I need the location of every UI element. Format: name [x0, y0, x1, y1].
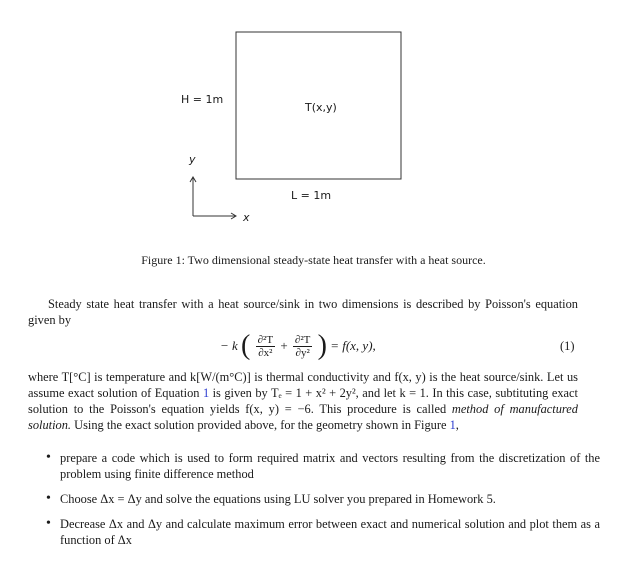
eq-term2-den: ∂y²	[295, 346, 310, 359]
p2-part1: where T[°C] is temperature and k[W/(m°C)] is thermal conductivity and f(x, y) is the heat source/sink. Let us assume exact solution of Equation	[28, 370, 578, 400]
eq-left-paren: (	[241, 330, 251, 361]
figure-ref-link[interactable]: 1	[449, 418, 456, 432]
figure-diagram	[0, 0, 627, 250]
p2-part3: Using the exact solution provided above, for the geometry shown in Figure	[71, 418, 450, 432]
task-list	[40, 450, 600, 557]
list-item: • prepare a code which is used to form required matrix and vectors resulting from the discretization of the problem using finite difference method	[60, 450, 600, 482]
equation-ref-link[interactable]: 1	[202, 386, 210, 400]
poisson-equation	[220, 330, 376, 362]
eq-term2-num: ∂²T	[294, 333, 311, 346]
list-item: • Decrease Δx and Δy and calculate maximum error between exact and numerical solution and plot them as a function of Δx	[60, 516, 600, 548]
eq-term1-num: ∂²T	[257, 333, 274, 346]
figure-caption: Figure 1: Two dimensional steady-state heat transfer with a heat source.	[141, 253, 486, 267]
description-paragraph	[28, 369, 578, 433]
height-label: H = 1m	[181, 93, 224, 106]
length-label: L = 1m	[291, 189, 332, 202]
field-label: T(x,y)	[305, 101, 337, 114]
p2-part4: ,	[455, 418, 459, 432]
eq-term1	[256, 334, 275, 359]
p2-italic: method of manufactured solution.	[28, 402, 578, 432]
p2-part2: is given by Tₑ = 1 + x² + 2y², and let k = 1. In this case, subtituting exact solution to the Poisson's equation yields f(x, y) = −6. This procedure is called	[28, 386, 578, 416]
list-item: • Choose Δx = Δy and solve the equations using LU solver you prepared in Homework 5.	[60, 491, 600, 507]
eq-rhs: = f(x, y),	[330, 338, 376, 353]
eq-plus: +	[280, 338, 288, 353]
intro-paragraph: Steady state heat transfer with a heat source/sink in two dimensions is described by Poisson's equation given by	[28, 297, 578, 327]
eq-term2	[293, 334, 312, 359]
y-axis-label: y	[189, 153, 196, 166]
eq-lhs-prefix: − k	[220, 338, 238, 353]
equation-number: (1)	[560, 339, 575, 353]
eq-term1-den: ∂x²	[258, 346, 273, 359]
eq-right-paren: )	[317, 330, 327, 361]
x-axis-label: x	[243, 211, 250, 224]
